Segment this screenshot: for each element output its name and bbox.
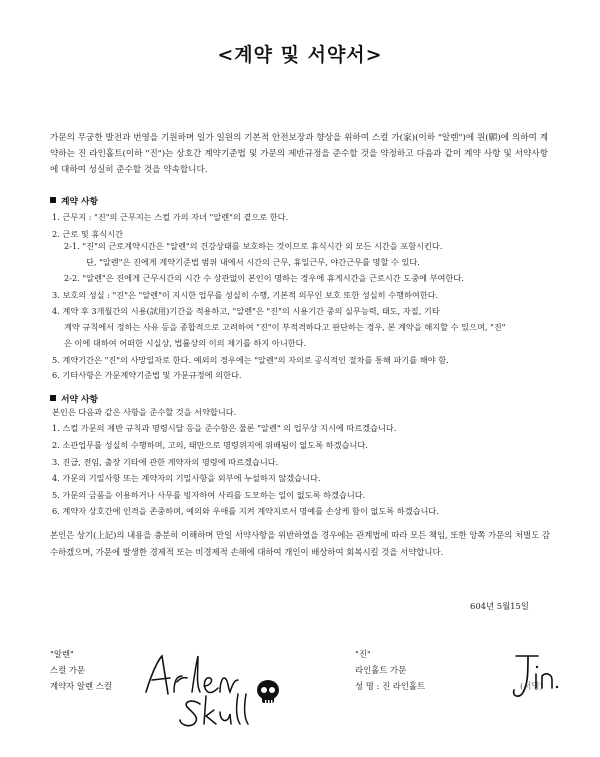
document-title: <계약 및 서약서> [217, 44, 383, 66]
oath-line: 본인은 다음과 같은 사항을 준수할 것을 서약합니다. [52, 407, 237, 417]
arlen-signature [138, 648, 288, 728]
term-line: 계약 규칙에서 정하는 사유 등을 종합적으로 고려하여 "진"이 부적격하다고 판단하는 경우, 본 계약을 해지할 수 있으며, "진" [64, 322, 506, 332]
skull-icon [257, 680, 279, 703]
contract-terms-heading [50, 194, 98, 207]
term-line: 6. 기타사항은 가문계약기준법 및 가문규정에 의한다. [52, 370, 242, 380]
oath-line: 4. 가문의 기밀사항 또는 계약자의 기밀사항을 외부에 누설하지 않겠습니다. [52, 473, 321, 483]
term-line: 4. 계약 후 3개월간의 시용(試用)기간을 적용하고, "알렌"은 "진"의 시용기간 중의 실무능력, 태도, 자질, 기타 [52, 306, 440, 316]
contract-date: 604년 5월15일 [470, 601, 529, 611]
seal-mark: (서명) [520, 681, 543, 691]
term-line: 2-1. "진"의 근로계약시간은 "알렌"의 건강상태를 보호하는 것이므로 휴식시간 외 모든 시간을 포함시킨다. [64, 241, 443, 251]
oath-line: 5. 가문의 금품을 이용하거나 사무를 빙자하여 사리를 도모하는 일이 없도록 하겠습니다. [52, 490, 366, 500]
oath-line: 3. 진급, 전임, 출장 기타에 관한 계약자의 명령에 따르겠습니다. [52, 457, 279, 467]
oath-terms-heading [50, 392, 98, 405]
term-line: 은 이에 대하여 어떠한 시실상, 법률상의 이의 제기를 하지 아니한다. [64, 338, 307, 348]
term-line: 단, "알렌"은 진에게 계약기준법 범위 내에서 시간의 근무, 휴일근무, 야간근무를 명할 수 있다. [86, 257, 420, 267]
right-party-name-row [355, 680, 425, 692]
left-party-label: "알렌" [50, 649, 74, 659]
bullet-square-icon [50, 395, 56, 401]
term-line: 1. 근무지 : "진"의 근무지는 스컬 가의 자녀 "알렌"의 곁으로 한다. [52, 212, 289, 222]
oath-line: 1. 스컬 가문의 제반 규칙과 명령시달 등을 준수함은 물론 "알렌" 의 업무상 지시에 따르겠습니다. [52, 423, 397, 433]
term-line: 3. 보호의 성실 : "진"은 "알렌"이 지시한 업무를 성실히 수행, 기본적 의무인 보호 또한 성실히 수행하여한다. [52, 290, 439, 300]
term-line: 2. 근로 및 휴식시간 [52, 229, 123, 239]
contract-terms-title: 계약 사항 [61, 197, 99, 207]
term-line: 2-2. "알렌"은 진에게 근무시간의 시간 수 상관없이 본인이 명하는 경우에 휴게시간을 근로시간 도중에 부여한다. [64, 273, 464, 283]
oath-line: 2. 소관업무를 성실히 수행하며, 고의, 태만으로 명령위지에 위배됨이 없도록 하겠습니다. [52, 440, 368, 450]
intro-paragraph: 가문의 무궁한 발전과 번영을 기원하며 일가 일원의 기본적 안전보장과 향상을 위하여 스컬 가(家)(이하 "알렌")에 원(願)에 의하여 계약하는 진 라인홀트(이하 "진")는 상호간 계약기준법 및 가문의 제반규정을 준수할 것을 약정하고 다음과 같이 계약 사항 및 서약사항에 대하여 성실히 준수할 것을 약속합니다. [50, 133, 548, 175]
term-line: 5. 계약기간은 "진"의 사망일자로 한다. 예외의 경우에는 "알렌"의 자의로 공식적인 절차를 통해 파기를 해야 함. [52, 355, 449, 365]
bullet-square-icon [50, 197, 56, 203]
right-party-house: 라인홀트 가문 [355, 665, 407, 675]
right-party-name: 진 라인홀트 [382, 681, 426, 691]
right-party-label: "진" [355, 649, 371, 659]
jin-signature [510, 652, 562, 702]
name-label: 성 명 : [355, 681, 380, 691]
oath-terms-title: 서약 사항 [61, 395, 99, 405]
left-party-house: 스컬 가문 [50, 665, 86, 675]
closing-paragraph: 본인은 상기(上記)의 내용을 충분히 이해하며 만일 서약사항을 위반하였을 경우에는 관계법에 따라 모든 책임, 또한 앙쪽 가문의 처벌도 감수하겠으며, 가문에 발생한 경제적 또는 비경제적 손해에 대하여 개인이 배상하여 회복시킬 것을 서약합니다. [50, 530, 550, 557]
oath-line: 6. 계약자 상호간에 인격을 존중하며, 예의와 우애를 지켜 계약지로서 명예를 손상케 함이 없도록 하겠습니다. [52, 506, 439, 516]
left-party-role: 계약자 알렌 스컬 [50, 681, 112, 691]
